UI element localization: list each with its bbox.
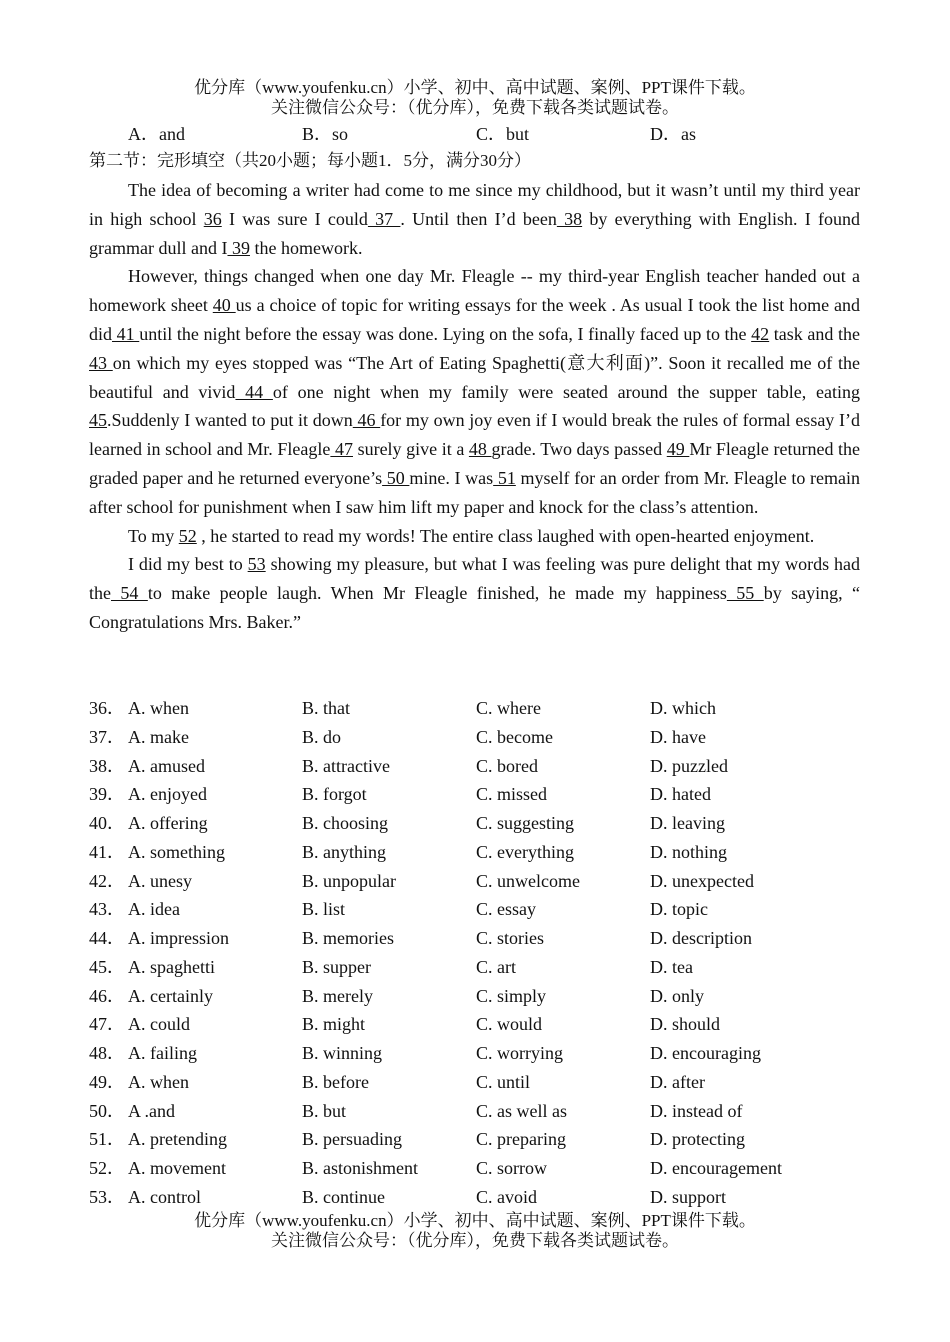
- passage-text: on which my eyes stopped was “The Art of Eating Spaghetti(意大利面)”. Soon it recalled me of the beautiful and vivid: [89, 352, 861, 402]
- choice-b: B. unpopular: [302, 870, 396, 891]
- choice-c: C. worrying: [476, 1043, 563, 1063]
- question-row: [89, 982, 860, 1011]
- blank-54: 54: [111, 583, 148, 604]
- choice-c: C. sorrow: [476, 1158, 547, 1178]
- passage-text: To my: [128, 525, 179, 546]
- choice-b: B. continue: [302, 1186, 385, 1207]
- question-row: [89, 1010, 860, 1039]
- question-row: [89, 752, 860, 781]
- question-number: 41．: [89, 841, 125, 862]
- choice-a: A. impression: [128, 928, 229, 948]
- choice-a: A. pretending: [128, 1129, 227, 1150]
- question-number: 44．: [89, 928, 125, 948]
- choice-a: A. offering: [128, 813, 208, 833]
- passage-text: However, things changed when one day Mr. Fleagle -- my third-year English teacher handed out a homework sheet: [89, 266, 860, 316]
- passage-paragraph-4: [89, 550, 860, 636]
- choice-c: C. stories: [476, 928, 545, 948]
- choice-c: C. bored: [476, 755, 538, 776]
- choice-d: D. topic: [650, 899, 708, 920]
- passage-text: us a choice of topic for writing essays for the week . As usual I took the list home and did: [89, 295, 861, 344]
- question-row: [89, 723, 860, 752]
- question-row: [89, 694, 860, 723]
- passage-text: of one night when my family were seated around the supper table, eating: [272, 381, 861, 402]
- choice-b: B. forgot: [302, 784, 367, 805]
- choice-c: C. art: [476, 956, 516, 977]
- choice-b: B. persuading: [302, 1129, 402, 1150]
- choice-d: D. leaving: [650, 813, 725, 833]
- blank-55: 55: [726, 583, 764, 604]
- choice-a: A. amused: [128, 755, 205, 776]
- passage-text: to make people laugh. When Mr Fleagle finished, he made my happiness: [147, 583, 727, 604]
- option-c: C．but: [476, 124, 530, 144]
- header-watermark-line2: 关注微信公众号：（优分库），免费下载各类试题试卷。: [271, 98, 679, 117]
- choice-d: D. description: [650, 928, 752, 948]
- question-number: 45．: [89, 956, 125, 977]
- choice-a: A. failing: [128, 1043, 197, 1063]
- choice-d: D. puzzled: [650, 755, 728, 776]
- passage-text: I did my best to: [128, 554, 248, 575]
- choice-a: A .and: [128, 1100, 175, 1121]
- passage-text: The idea of becoming a writer had come to me since my childhood, but it wasn’t until my third year in high school: [89, 180, 860, 229]
- choice-b: B. might: [302, 1014, 366, 1035]
- question-row: [89, 780, 860, 809]
- passage-text: the homework.: [249, 237, 363, 258]
- blank-36: 36: [203, 208, 222, 229]
- choice-a: A. when: [128, 1071, 189, 1092]
- passage-text: I was sure I could: [221, 208, 368, 229]
- question-row: [89, 895, 860, 924]
- question-number: 36．: [89, 698, 125, 718]
- choice-c: C. become: [476, 726, 553, 747]
- question-row: [89, 1183, 860, 1212]
- question-number: 51．: [89, 1129, 125, 1150]
- choice-a: A. spaghetti: [128, 956, 215, 977]
- choice-c: C. simply: [476, 985, 547, 1006]
- choice-d: D. which: [650, 698, 716, 718]
- choice-c: C. until: [476, 1071, 531, 1092]
- question-row: [89, 809, 860, 838]
- section-title: 第二节：完形填空（共20小题；每小题1．5分，满分30分）: [89, 151, 531, 170]
- choice-c: C. unwelcome: [476, 870, 580, 891]
- question-row: [89, 867, 860, 896]
- choice-b: B. choosing: [302, 813, 389, 833]
- blank-50: 50: [382, 467, 410, 488]
- question-row: [89, 1039, 860, 1068]
- question-number: 50．: [89, 1100, 125, 1121]
- choice-b: B. but: [302, 1100, 347, 1121]
- passage-text: grade. Two days passed: [491, 439, 667, 460]
- choice-b: B. winning: [302, 1043, 383, 1063]
- passage-text: showing my pleasure, but what I was feeling was pure delight that my words had the: [89, 554, 860, 604]
- passage-paragraph-3: [89, 522, 860, 551]
- question-number: 40．: [89, 813, 125, 833]
- blank-42: 42: [751, 323, 770, 344]
- choice-b: B. before: [302, 1071, 369, 1092]
- choice-d: D. have: [650, 726, 706, 747]
- passage-text: for my own joy even if I would break the rules of formal essay I’d learned in school and Mr. Fleagle: [89, 410, 861, 460]
- passage-text: task and the: [769, 323, 860, 344]
- question-number: 39．: [89, 784, 125, 805]
- question-row: [89, 1097, 860, 1126]
- passage-paragraph-1: [89, 176, 860, 262]
- choice-c: C. essay: [476, 899, 536, 920]
- cloze-passage: [89, 176, 860, 637]
- question-number: 49．: [89, 1071, 125, 1092]
- passage-text: Mr Fleagle returned the graded paper and he returned everyone’s: [89, 439, 861, 488]
- blank-49: 49: [666, 439, 690, 460]
- choice-a: A. something: [128, 841, 225, 862]
- passage-text: mine. I was: [409, 467, 494, 488]
- passage-text: surely give it a: [352, 439, 469, 460]
- choice-c: C. would: [476, 1014, 543, 1035]
- blank-52: 52: [178, 525, 197, 546]
- passage-paragraph-2: [89, 262, 860, 521]
- choice-d: D. instead of: [650, 1100, 743, 1121]
- choice-c: C. preparing: [476, 1129, 566, 1150]
- choice-d: D. only: [650, 985, 704, 1006]
- question-row: [89, 838, 860, 867]
- choice-d: D. after: [650, 1071, 705, 1092]
- choice-d: D. encouraging: [650, 1043, 761, 1063]
- choice-c: C. avoid: [476, 1186, 537, 1207]
- choice-b: B. that: [302, 698, 350, 718]
- question-number: 48．: [89, 1043, 125, 1063]
- choice-d: D. tea: [650, 956, 693, 977]
- choice-a: A. control: [128, 1186, 201, 1207]
- blank-43: 43: [89, 352, 113, 373]
- choice-c: C. as well as: [476, 1100, 567, 1121]
- header-watermark-line1: 优分库（www.youfenku.cn）小学、初中、高中试题、案例、PPT课件下载。: [194, 78, 756, 97]
- choice-d: D. should: [650, 1014, 721, 1035]
- choice-b: B. anything: [302, 841, 386, 862]
- question-row: [89, 1154, 860, 1183]
- choice-a: A. make: [128, 726, 189, 747]
- passage-text: by saying, “ Congratulations Mrs. Baker.”: [89, 583, 861, 632]
- option-d: D．as: [650, 124, 696, 144]
- choice-b: B. memories: [302, 928, 394, 948]
- passage-text: by everything with English. I found grammar dull and I: [89, 208, 861, 258]
- choice-c: C. everything: [476, 841, 574, 862]
- choice-b: B. do: [302, 726, 342, 747]
- question-row: [89, 924, 860, 953]
- choice-b: B. list: [302, 899, 346, 920]
- question-number: 42．: [89, 870, 125, 891]
- choice-a: A. could: [128, 1014, 190, 1035]
- question-row: [89, 953, 860, 982]
- choice-a: A. when: [128, 698, 189, 718]
- question-number: 52．: [89, 1158, 125, 1178]
- passage-text: until the night before the essay was done. Lying on the sofa, I finally faced up to the: [139, 323, 752, 344]
- choice-d: D. encouragement: [650, 1158, 782, 1178]
- choice-d: D. hated: [650, 784, 711, 805]
- blank-39: 39: [227, 237, 250, 258]
- blank-38: 38: [556, 208, 583, 229]
- question-list: [89, 694, 860, 1212]
- blank-41: 41: [112, 323, 140, 344]
- passage-text: .Suddenly I wanted to put it down: [107, 410, 353, 431]
- question-number: 47．: [89, 1014, 125, 1035]
- choice-c: C. missed: [476, 784, 548, 805]
- footer-watermark-line2: 关注微信公众号：（优分库），免费下载各类试题试卷。: [271, 1231, 679, 1250]
- question-number: 53．: [89, 1186, 125, 1207]
- choice-d: D. support: [650, 1186, 726, 1207]
- blank-51: 51: [493, 467, 516, 488]
- choice-a: A. idea: [128, 899, 180, 920]
- passage-text: myself for an order from Mr. Fleagle to remain after school for punishment when I saw him lift my paper and knock for the class’s attention.: [89, 467, 861, 517]
- question-number: 43．: [89, 899, 125, 920]
- choice-b: B. attractive: [302, 755, 390, 776]
- question-number: 37．: [89, 726, 125, 747]
- choice-c: C. suggesting: [476, 813, 575, 833]
- option-b: B．so: [302, 124, 349, 144]
- blank-47: 47: [330, 439, 353, 460]
- blank-44: 44: [235, 381, 273, 402]
- option-a: A．and: [128, 124, 185, 144]
- question-number: 46．: [89, 985, 125, 1006]
- blank-46: 46: [352, 410, 381, 431]
- choice-b: B. merely: [302, 985, 373, 1006]
- choice-a: A. movement: [128, 1158, 226, 1178]
- passage-text: , he started to read my words! The entire class laughed with open-hearted enjoyment.: [196, 525, 815, 546]
- choice-a: A. enjoyed: [128, 784, 207, 805]
- choice-b: B. astonishment: [302, 1158, 418, 1178]
- blank-48: 48: [468, 439, 492, 460]
- passage-text: . Until then I’d been: [400, 208, 557, 229]
- blank-45: 45: [89, 410, 107, 431]
- blank-53: 53: [247, 554, 266, 575]
- footer-watermark-line1: 优分库（www.youfenku.cn）小学、初中、高中试题、案例、PPT课件下载。: [194, 1211, 756, 1230]
- question-row: [89, 1125, 860, 1154]
- choice-d: D. protecting: [650, 1129, 745, 1150]
- choice-a: A. certainly: [128, 985, 213, 1006]
- question-row: [89, 1068, 860, 1097]
- choice-b: B. supper: [302, 956, 371, 977]
- choice-d: D. unexpected: [650, 870, 754, 891]
- blank-37: 37: [367, 208, 401, 229]
- blank-40: 40: [212, 295, 236, 316]
- choice-c: C. where: [476, 698, 541, 718]
- question-number: 38．: [89, 755, 125, 776]
- choice-a: A. unesy: [128, 870, 192, 891]
- choice-d: D. nothing: [650, 841, 728, 862]
